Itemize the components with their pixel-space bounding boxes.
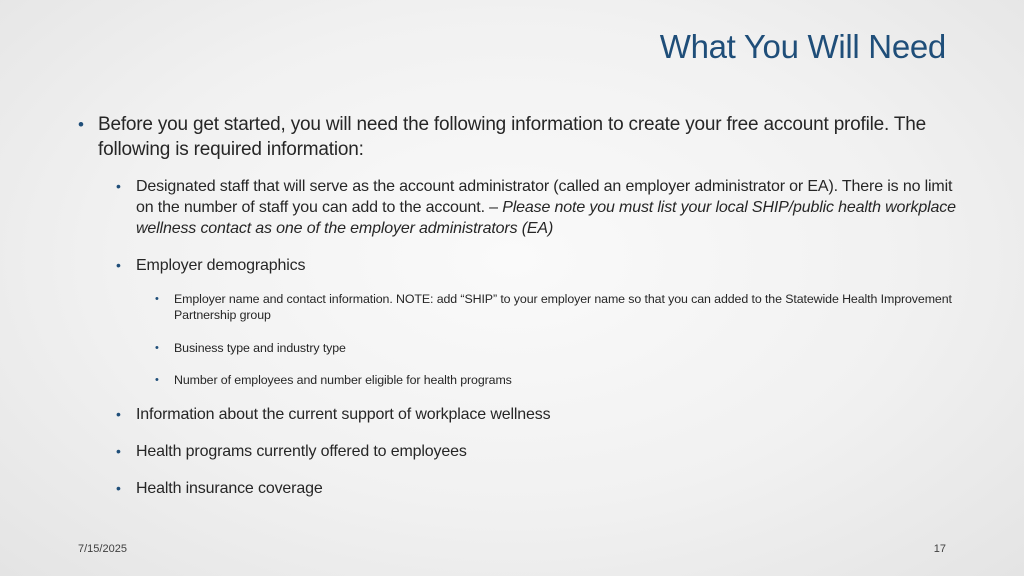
bullet-intro	[78, 112, 953, 162]
health-programs-text: Health programs currently offered to employees	[136, 443, 467, 460]
bullet-dot-icon: •	[116, 406, 121, 422]
page-number: 17	[933, 543, 946, 555]
bullet-demographics	[116, 255, 956, 276]
demographics-label: Employer demographics	[136, 257, 306, 274]
bullet-administrator	[116, 176, 956, 239]
health-insurance-text: Health insurance coverage	[136, 480, 323, 497]
bullet-dot-icon: •	[116, 480, 121, 496]
administrator-text: Designated staff that will serve as the account administrator (called an employer administrator or EA). There is no limit on the number of staff you can add to the account. –	[136, 178, 953, 216]
bullet-health-insurance	[116, 478, 956, 499]
bullet-dot-icon: •	[155, 374, 159, 386]
bullet-workplace-support	[116, 404, 956, 425]
business-type-text: Business type and industry type	[174, 341, 346, 355]
bullet-employer-name	[155, 291, 954, 323]
bullet-dot-icon: •	[155, 342, 159, 354]
bullet-dot-icon: •	[116, 257, 121, 273]
bullet-dot-icon: •	[116, 178, 121, 194]
bullet-health-programs	[116, 441, 956, 462]
employee-count-text: Number of employees and number eligible for health programs	[174, 373, 512, 387]
slide-content	[0, 112, 1024, 499]
administrator-note: Please note you must list your local SHIP/public health workplace wellness contact as one of the employer administrators (EA)	[136, 199, 956, 237]
bullet-business-type	[155, 340, 954, 356]
intro-text: Before you get started, you will need the following information to create your free account profile. The following is required information:	[98, 114, 926, 160]
bullet-dot-icon: •	[116, 443, 121, 459]
footer-date: 7/15/2025	[78, 543, 127, 555]
workplace-support-text: Information about the current support of workplace wellness	[136, 406, 551, 423]
employer-name-text: Employer name and contact information. NOTE: add “SHIP” to your employer name so that you can added to the Statewide Health Improvement Partnership group	[174, 292, 952, 322]
slide-title: What You Will Need	[659, 28, 946, 65]
bullet-dot-icon: •	[78, 115, 84, 134]
bullet-dot-icon: •	[155, 293, 159, 305]
bullet-employee-count	[155, 372, 954, 388]
